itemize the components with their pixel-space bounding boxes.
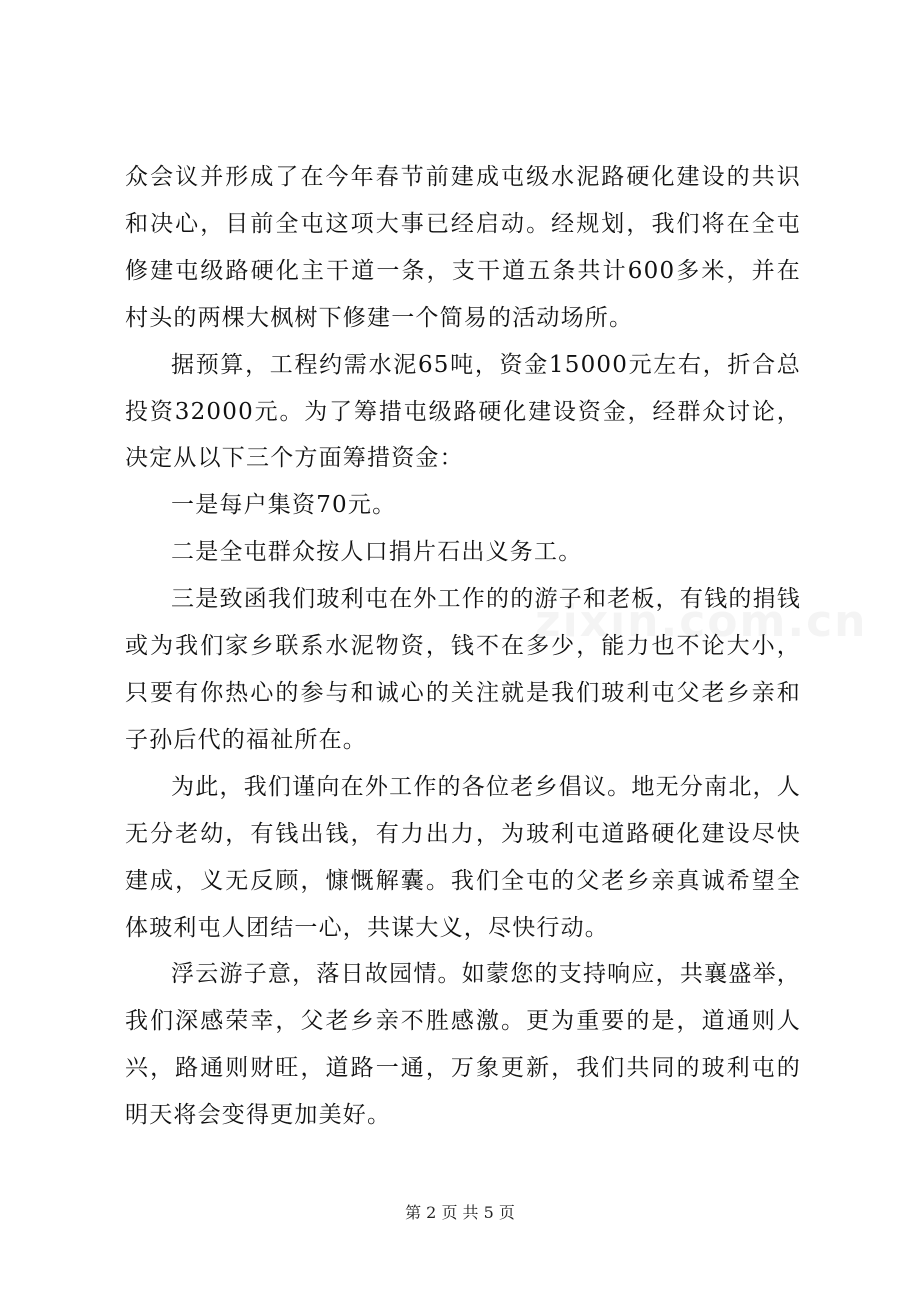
paragraph-3: 一是每户集资70元。 (171, 492, 397, 519)
paragraph-6: 为此，我们谨向在外工作的各位老乡倡议。地无分南北，人无分老幼，有钱出钱，有力出力，为玻利屯道路硬化建设尽快建成，义无反顾，慷慨解囊。我们全屯的父老乡亲真诚希望全体玻利屯人团结一心，共谋大义，尽快行动。 (125, 773, 801, 941)
paragraph-2: 据预算，工程约需水泥65吨，资金15000元左右，折合总投资32000元。为了筹措屯级路硬化建设资金，经群众讨论，决定从以下三个方面筹措资金： (125, 351, 801, 472)
paragraph-7: 浮云游子意，落日故园情。如蒙您的支持响应，共襄盛举，我们深感荣幸，父老乡亲不胜感激。更为重要的是，道通则人兴，路通则财旺，道路一通，万象更新，我们共同的玻利屯的明天将会变得更加美好。 (125, 961, 801, 1129)
document-body (125, 154, 801, 1139)
paragraph-1: 众会议并形成了在今年春节前建成屯级水泥路硬化建设的共识和决心，目前全屯这项大事已经启动。经规划，我们将在全屯修建屯级路硬化主干道一条，支干道五条共计600多米，并在村头的两棵大枫树下修建一个简易的活动场所。 (125, 164, 801, 331)
paragraph-5: 三是致函我们玻利屯在外工作的的游子和老板，有钱的捐钱或为我们家乡联系水泥物资，钱不在多少，能力也不论大小，只要有你热心的参与和诚心的关注就是我们玻利屯父老乡亲和子孙后代的福祉所在。 (125, 586, 801, 753)
page-number-footer: 第 2 页 共 5 页 (405, 1203, 515, 1222)
watermark: zixin.com.cn (535, 596, 868, 647)
paragraph-4: 二是全屯群众按人口捐片石出义务工。 (171, 539, 583, 566)
